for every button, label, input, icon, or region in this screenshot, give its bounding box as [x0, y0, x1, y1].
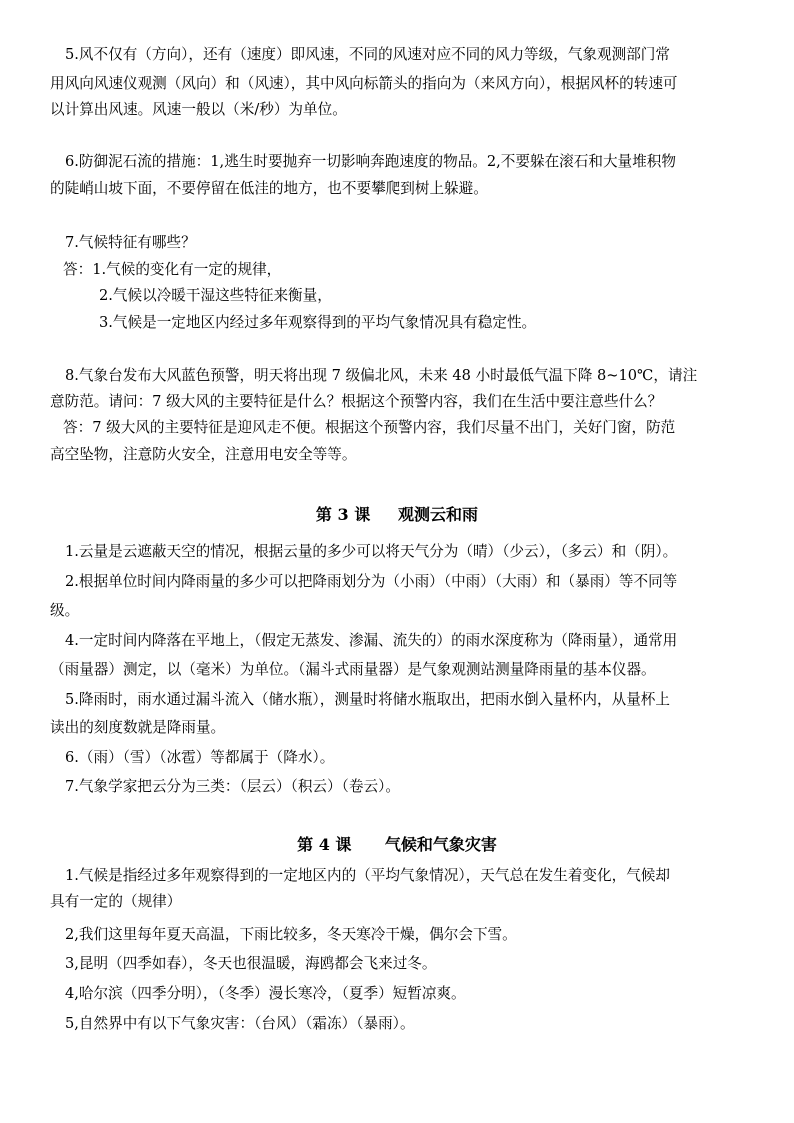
item8-question-line2: 意防范。请问：7 级大风的主要特征是什么？根据这个预警内容，我们在生活中要注意些什么？	[50, 393, 663, 410]
item6-line1: 6.防御泥石流的措施：1,逃生时要抛弃一切影响奔跑速度的物品。2,不要躲在滚石和大量堆积物	[65, 153, 676, 170]
lesson3-line4: 4.一定时间内降落在平地上，（假定无蒸发、渗漏、流失的）的雨水深度称为（降雨量），通常用	[65, 632, 678, 649]
item5-line3: 以计算出风速。风速一般以（米/秒）为单位。	[50, 101, 347, 118]
item7-answer-3: 3.气候是一定地区内经过多年观察得到的平均气象情况具有稳定性。	[99, 314, 537, 331]
lesson3-line3: 级。	[50, 602, 80, 619]
item5-line2: 用风向风速仪观测（风向）和（风速），其中风向标箭头的指向为（来风方向），根据风杯的转速可	[50, 75, 678, 92]
lesson4-line5: 4,哈尔滨（四季分明），（冬季）漫长寒冷，（夏季）短暂凉爽。	[65, 985, 466, 1002]
lesson4-line3: 2,我们这里每年夏天高温，下雨比较多，冬天寒冷干燥，偶尔会下雪。	[65, 926, 517, 943]
lesson3-title: 第 3 课 观测云和雨	[315, 505, 479, 524]
item7-answer-1: 1.气候的变化有一定的规律，	[92, 261, 282, 278]
lesson3-line2: 2.根据单位时间内降雨量的多少可以把降雨划分为（小雨）（中雨）（大雨）和（暴雨）等不同等	[65, 573, 678, 590]
item7-question: 7.气候特征有哪些？	[65, 234, 196, 251]
item7-answer-row1	[0, 260, 794, 280]
item8-answer-line2: 高空坠物，注意防火安全，注意用电安全等等。	[50, 446, 357, 463]
item8-answer-line1: 答：7 级大风的主要特征是迎风走不便。根据这个预警内容，我们尽量不出门，关好门窗，防范	[63, 419, 676, 436]
lesson3-line1: 1.云量是云遮蔽天空的情况，根据云量的多少可以将天气分为（晴）（少云），（多云）和（阴）。	[65, 543, 678, 560]
lesson4-line2: 具有一定的（规律）	[50, 893, 182, 910]
lesson3-line7: 读出的刻度数就是降雨量。	[50, 719, 226, 736]
item5-line1: 5.风不仅有（方向），还有（速度）即风速，不同的风速对应不同的风力等级，气象观测部门常	[65, 46, 670, 63]
lesson4-line6: 5,自然界中有以下气象灾害：（台风）（霜冻）（暴雨）。	[65, 1015, 415, 1032]
lesson3-line5: （雨量器）测定，以（毫米）为单位。（漏斗式雨量器）是气象观测站测量降雨量的基本仪器。	[50, 661, 656, 678]
item7-answer-label: 答：	[63, 261, 93, 278]
lesson4-line1: 1.气候是指经过多年观察得到的一定地区内的（平均气象情况），天气总在发生着变化，气候却	[65, 867, 670, 884]
lesson3-line6: 5.降雨时，雨水通过漏斗流入（储水瓶），测量时将储水瓶取出，把雨水倒入量杯内，从量杯上	[65, 691, 670, 708]
item7-answer-2: 2.气候以冷暖干湿这些特征来衡量，	[99, 287, 332, 304]
lesson3-line9: 7.气象学家把云分为三类：（层云）（积云）（卷云）。	[65, 778, 400, 795]
lesson4-line4: 3,昆明（四季如春），冬天也很温暖，海鸥都会飞来过冬。	[65, 955, 437, 972]
lesson4-title: 第 4 课 气候和气象灾害	[297, 835, 497, 854]
item8-question-line1: 8.气象台发布大风蓝色预警，明天将出现 7 级偏北风，未来 48 小时最低气温下降 8~10℃，请注	[65, 367, 698, 384]
lesson3-line8: 6.（雨）（雪）（冰雹）等都属于（降水）。	[65, 749, 335, 766]
item6-line2: 的陡峭山坡下面，不要停留在低洼的地方，也不要攀爬到树上躲避。	[50, 180, 488, 197]
